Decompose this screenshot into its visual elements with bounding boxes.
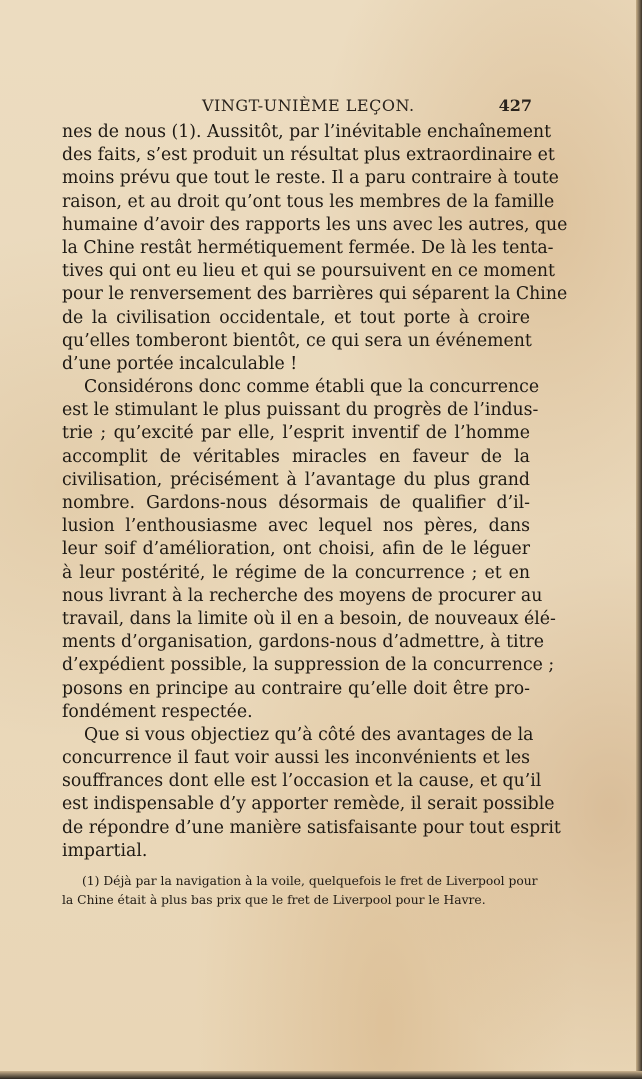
text-line: est le stimulant le plus puissant du progrès de l’indus- (62, 400, 539, 421)
text-line: trie ; qu’excité par elle, l’esprit inventif de l’homme (62, 423, 530, 444)
text-line: nes de nous (1). Aussitôt, par l’inévitable enchaînement (62, 122, 552, 142)
footnote (62, 872, 538, 910)
body-text (62, 121, 568, 863)
text-line: à leur postérité, le régime de la concurrence ; et en (62, 562, 530, 583)
footnote-line: (1) Déjà par la navigation à la voile, quelquefois le fret de Liverpool pour (82, 874, 538, 888)
text-line: accomplit de véritables miracles en faveur de la (62, 446, 530, 467)
text-line: fondément respectée. (62, 701, 253, 722)
text-line: leur soif d’amélioration, ont choisi, afin de le léguer (62, 539, 530, 560)
paragraph-1 (62, 121, 568, 376)
text-line: ments d’organisation, gardons-nous d’admettre, à titre (62, 632, 545, 653)
text-line: impartial. (62, 840, 148, 861)
text-line: est indispensable d’y apporter remède, il serait possible (62, 794, 555, 815)
text-line: Considérons donc comme établi que la concurrence (84, 377, 540, 398)
text-line: tives qui ont eu lieu et qui se poursuivent en ce moment (62, 261, 555, 282)
page-number: 427 (498, 96, 532, 115)
text-line: la Chine restât hermétiquement fermée. De là les tenta- (62, 237, 554, 258)
text-line: d’une portée incalculable ! (62, 353, 298, 374)
text-line: concurrence il faut voir aussi les inconvénients et les (62, 748, 530, 769)
running-title: VINGT-UNIÈME LEÇON. (202, 96, 415, 115)
text-line: de la civilisation occidentale, et tout porte à croire (62, 307, 530, 328)
text-line: posons en principe au contraire qu’elle doit être pro- (62, 678, 530, 699)
text-line: pour le renversement des barrières qui séparent la Chine (62, 284, 568, 305)
page-header (62, 96, 530, 120)
text-line: lusion l’enthousiasme avec lequel nos pères, dans (62, 516, 530, 537)
text-line: civilisation, précisément à l’avantage du plus grand (62, 469, 530, 490)
text-line: travail, dans la limite où il en a besoin, de nouveaux élé- (62, 608, 556, 629)
text-line: souffrances dont elle est l’occasion et la cause, et qu’il (62, 771, 542, 792)
text-line: nombre. Gardons-nous désormais de qualifier d’il- (62, 493, 530, 513)
footnote-line: la Chine était à plus bas prix que le fret de Liverpool pour le Havre. (62, 893, 486, 907)
page-edge-bottom (0, 1071, 642, 1079)
text-line: nous livrant à la recherche des moyens de procurer au (62, 585, 543, 606)
text-line: d’expédient possible, la suppression de la concurrence ; (62, 655, 555, 676)
text-line: Que si vous objectiez qu’à côté des avantages de la (84, 724, 534, 745)
text-line: humaine d’avoir des rapports les uns avec les autres, que (62, 214, 568, 235)
text-line: de répondre d’une manière satisfaisante pour tout esprit (62, 817, 561, 838)
text-line: raison, et au droit qu’ont tous les membres de la famille (62, 191, 555, 212)
paragraph-2 (62, 376, 556, 724)
text-line: des faits, s’est produit un résultat plus extraordinaire et (62, 145, 555, 166)
text-line: qu’elles tomberont bientôt, ce qui sera un événement (62, 330, 532, 351)
paragraph-3 (62, 724, 561, 863)
page-edge-right (636, 0, 642, 1079)
text-line: moins prévu que tout le reste. Il a paru contraire à toute (62, 168, 559, 189)
